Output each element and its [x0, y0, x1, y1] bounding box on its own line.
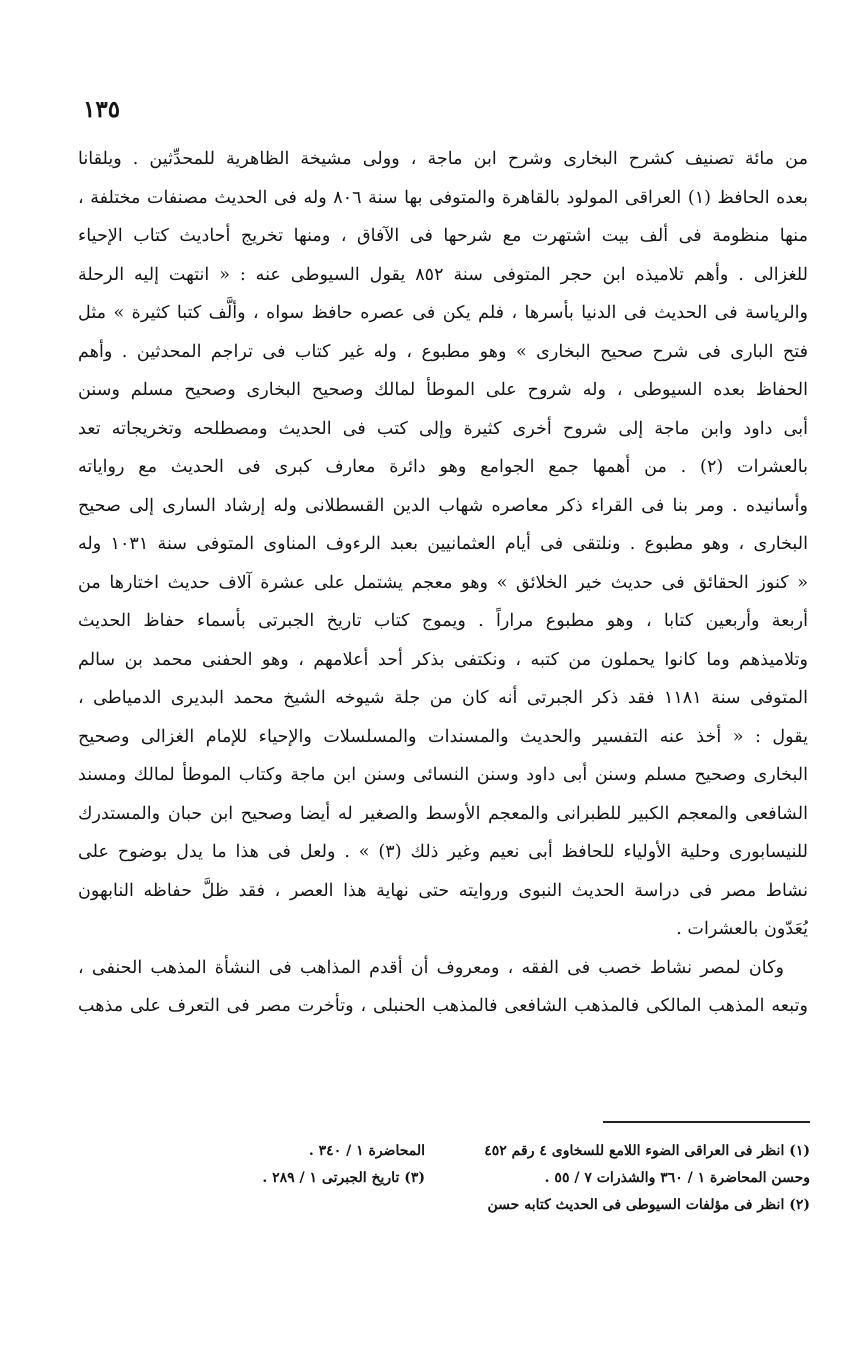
text-line: وتلاميذهم وما كانوا يحملون من كتبه ، ونكتفى بذكر أحد أعلامهم ، وهو الحفنى محمد بن سالم	[78, 649, 808, 670]
text-line: الحفاظ بعده السيوطى ، وله شروح على الموطأ لمالك وصحيح البخارى وصحيح مسلم وسنن	[78, 380, 808, 400]
page-number: ١٣٥	[83, 96, 121, 123]
footnote-2: (٢) انظر فى مؤلفات السيوطى فى الحديث كتابه حسن	[487, 1197, 810, 1213]
text-line: المتوفى سنة ١١٨١ فقد ذكر الجبرتى أنه كان من جلة شيوخه الشيخ محمد البديرى الدمياطى ،	[78, 688, 808, 708]
text-line: يقول : « أخذ عنه التفسير والحديث والمسندات والمسلسلات والإحياء للإمام الغزالى وصحيح	[78, 726, 808, 747]
footnotes	[180, 1138, 810, 1219]
text-line: بعده الحافظ (١) العراقى المولود بالقاهرة والمتوفى بها سنة ٨٠٦ وله فى الحديث مصنفات مختلفة ،	[78, 187, 808, 208]
text-line: للغزالى . وأهم تلاميذه ابن حجر المتوفى سنة ٨٥٢ يقول السيوطى عنه : « انتهت إليه الرحلة	[78, 264, 808, 285]
footnote-2-continuation: المحاضرة ١ / ٣٤٠ .	[308, 1143, 425, 1159]
text-line: يُعَدّون بالعشرات .	[676, 919, 808, 939]
footnote-divider	[603, 1121, 810, 1123]
body-text	[78, 140, 808, 1026]
text-line: « كنوز الحقائق فى حديث خير الخلائق » وهو معجم يشتمل على عشرة آلاف حديث اختارها من	[78, 572, 808, 593]
text-line: البخارى وصحيح مسلم وسنن أبى داود وسنن النسائى وسنن ابن ماجة وكتاب الموطأ لمالك ومسند	[78, 765, 808, 785]
text-line: بالعشرات (٢) . من أهمها جمع الجوامع وهو دائرة معارف كبرى فى الحديث مع رواياته	[78, 457, 808, 477]
footnote-1: (١) انظر فى العراقى الضوء اللامع للسخاوى ٤ رقم ٤٥٢	[484, 1143, 810, 1159]
text-line: الشافعى والمعجم الكبير للطبرانى والمعجم الأوسط والصغير له أيضا وصحيح ابن حبان والمستدرك	[78, 803, 808, 824]
text-line: البخارى ، وهو مطبوع . ونلتقى فى أيام العثمانيين بعبد الرءوف المناوى المتوفى سنة ١٠٣١ وله	[78, 534, 808, 554]
text-line: فتح البارى فى شرح صحيح البخارى » وهو مطبوع ، وله غير كتاب فى تراجم المحدثين . وأهم	[78, 341, 808, 362]
text-line: أربعة وأربعين كتابا ، وهو مطبوع مراراً . ويموج كتاب تاريخ الجبرتى بأسماء حفاظ الحديث	[78, 611, 808, 631]
text-line: والرياسة فى الحديث فى الدنيا بأسرها ، فلم يكن فى عصره حافظ سواه ، وألَّف كتبا كثيرة » مثل	[78, 303, 808, 323]
text-line: للنيسابورى وحلية الأولياء للحافظ أبى نعيم وغير ذلك (٣) » . ولعل فى هذا ما يدل بوضوح على	[78, 842, 808, 862]
footnote-row	[180, 1192, 810, 1219]
text-line: من مائة تصنيف كشرح البخارى وشرح ابن ماجة ، وولى مشيخة الظاهرية للمحدِّثين . ويلقانا	[78, 149, 808, 169]
text-line: أبى داود وابن ماجة إلى شروح أخرى كثيرة وإلى كتب فى الحديث ومصطلحه وتخريجاته تعد	[78, 418, 808, 439]
text-line: نشاط مصر فى دراسة الحديث النبوى وروايته حتى نهاية هذا العصر ، فقد ظلَّ حفاظه النابهون	[78, 880, 808, 901]
footnote-1-continuation: وحسن المحاضرة ١ / ٣٦٠ والشذرات ٧ / ٥٥ .	[544, 1170, 810, 1186]
paragraph-start-line: وكان لمصر نشاط خصب فى الفقه ، ومعروف أن أقدم المذاهب فى النشأة المذهب الحنفى ،	[78, 957, 784, 978]
footnote-3: (٣) تاريخ الجبرتى ١ / ٢٨٩ .	[262, 1170, 425, 1186]
text-line: وتبعه المذهب المالكى فالمذهب الشافعى فالمذهب الحنبلى ، وتأخرت مصر فى التعرف على مذهب	[78, 996, 808, 1016]
footnote-row	[180, 1165, 810, 1192]
footnote-row	[180, 1138, 810, 1165]
text-line: منها منظومة فى ألف بيت اشتهرت مع شرحها فى الآفاق ، ومنها تخريج أحاديث كتاب الإحياء	[78, 226, 808, 246]
text-line: وأسانيده . ومر بنا فى القراء ذكر معاصره شهاب الدين القسطلانى وله إرشاد السارى إلى صحيح	[78, 495, 808, 516]
